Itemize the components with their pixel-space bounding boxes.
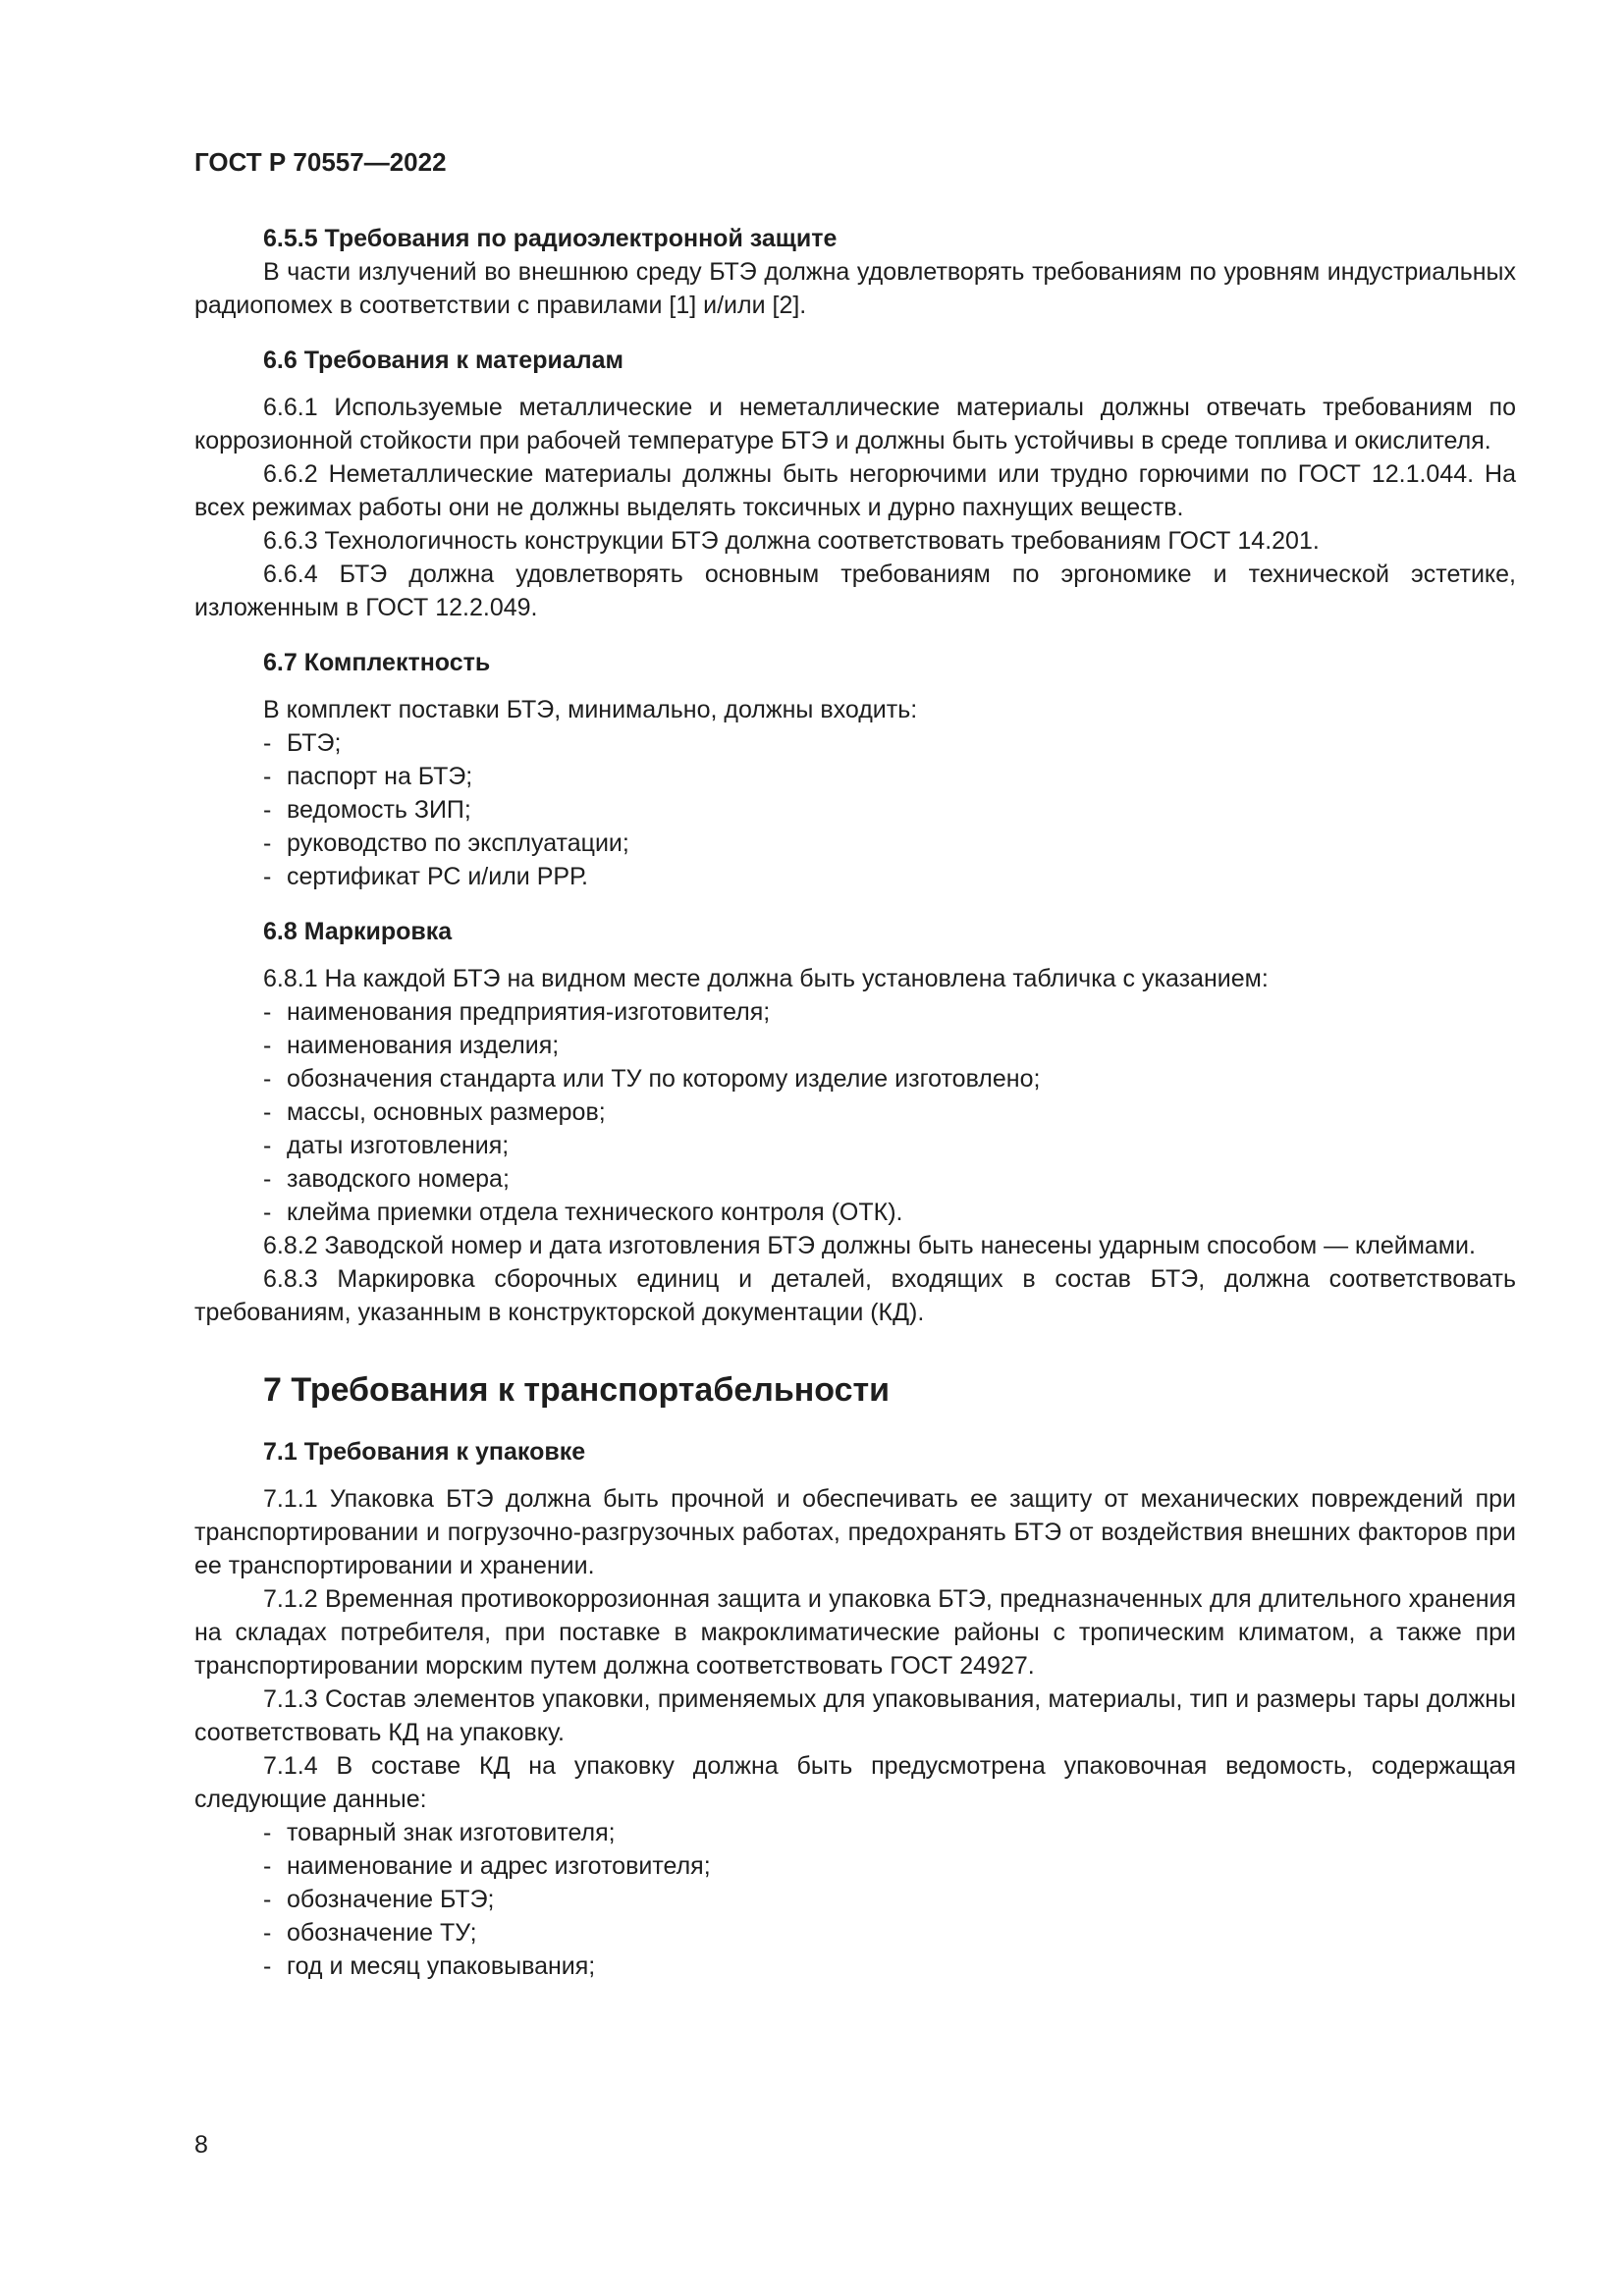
list-item: - наименования предприятия-изготовителя;: [263, 998, 771, 1026]
list-item: - обозначение БТЭ;: [263, 1886, 495, 1913]
paragraph-6-6-4: 6.6.4 БТЭ должна удовлетворять основным требованиям по эргономике и технической эстетике, изложенным в ГОСТ 12.2.049.: [194, 561, 1516, 621]
paragraph-6-8-1: 6.8.1 На каждой БТЭ на видном месте должна быть установлена табличка с указанием:: [263, 965, 1269, 992]
paragraph-6-6-3: 6.6.3 Технологичность конструкции БТЭ должна соответствовать требованиям ГОСТ 14.201.: [263, 527, 1320, 555]
section-7-heading: 7 Требования к транспортабельности: [263, 1371, 891, 1409]
paragraph-7-1-2: 7.1.2 Временная противокоррозионная защита и упаковка БТЭ, предназначенных для длительного хранения на складах потребителя, при поставке в макроклиматические районы с тропическим климатом, а также при транспортировании морским путем должна соответствовать ГОСТ 24927.: [194, 1585, 1516, 1680]
list-item: - даты изготовления;: [263, 1132, 510, 1159]
list-item: - наименование и адрес изготовителя;: [263, 1852, 711, 1880]
section-6-8-heading: 6.8 Маркировка: [263, 918, 453, 945]
section-6-7-heading: 6.7 Комплектность: [263, 649, 491, 676]
paragraph-6-6-2: 6.6.2 Неметаллические материалы должны быть негорючими или трудно горючими по ГОСТ 12.1.044. На всех режимах работы они не должны выделять токсичных и дурно пахнущих веществ.: [194, 460, 1516, 521]
list-item: - ведомость ЗИП;: [263, 796, 471, 824]
paragraph-7-1-3: 7.1.3 Состав элементов упаковки, применяемых для упаковывания, материалы, тип и размеры тары должны соответствовать КД на упаковку.: [194, 1685, 1516, 1746]
list-item: - заводского номера;: [263, 1165, 510, 1193]
list-item: - массы, основных размеров;: [263, 1098, 606, 1126]
list-item: - товарный знак изготовителя;: [263, 1819, 616, 1846]
section-7-1-heading: 7.1 Требования к упаковке: [263, 1438, 586, 1466]
list-item: - год и месяц упаковывания;: [263, 1952, 596, 1980]
paragraph-6-8-3: 6.8.3 Маркировка сборочных единиц и деталей, входящих в состав БТЭ, должна соответствовать требованиям, указанным в конструкторской документации (КД).: [194, 1265, 1516, 1326]
paragraph-7-1-1: 7.1.1 Упаковка БТЭ должна быть прочной и обеспечивать ее защиту от механических повреждений при транспортировании и погрузочно-разгрузочных работах, предохранять БТЭ от воздействия внешних факторов при ее транспортировании и хранении.: [194, 1485, 1516, 1579]
paragraph-6-8-2: 6.8.2 Заводской номер и дата изготовления БТЭ должны быть нанесены ударным способом — клеймами.: [263, 1232, 1476, 1259]
list-item: - обозначение ТУ;: [263, 1919, 477, 1947]
document-header: ГОСТ Р 70557—2022: [194, 147, 447, 177]
document-body: [194, 222, 1516, 1983]
paragraph-6-7-intro: В комплект поставки БТЭ, минимально, должны входить:: [263, 696, 918, 723]
list-item: - наименования изделия;: [263, 1032, 560, 1059]
paragraph-6-6-1: 6.6.1 Используемые металлические и неметаллические материалы должны отвечать требованиям по коррозионной стойкости при рабочей температуре БТЭ и должны быть устойчивы в среде топлива и окислителя.: [194, 394, 1516, 454]
list-item: - сертификат РС и/или РРР.: [263, 863, 588, 890]
section-6-5-5-heading: 6.5.5 Требования по радиоэлектронной защите: [263, 225, 838, 252]
paragraph-7-1-4: 7.1.4 В составе КД на упаковку должна быть предусмотрена упаковочная ведомость, содержащая следующие данные:: [194, 1752, 1516, 1813]
list-item: - руководство по эксплуатации;: [263, 829, 629, 857]
page-number: 8: [194, 2131, 208, 2159]
list-item: - БТЭ;: [263, 729, 342, 757]
section-6-6-heading: 6.6 Требования к материалам: [263, 347, 624, 374]
list-item: - клейма приемки отдела технического контроля (ОТК).: [263, 1199, 903, 1226]
list-item: - обозначения стандарта или ТУ по которому изделие изготовлено;: [263, 1065, 1041, 1093]
list-item: - паспорт на БТЭ;: [263, 763, 473, 790]
paragraph-6-5-5: В части излучений во внешнюю среду БТЭ должна удовлетворять требованиям по уровням индустриальных радиопомех в соответствии с правилами [1] и/или [2].: [194, 258, 1516, 319]
